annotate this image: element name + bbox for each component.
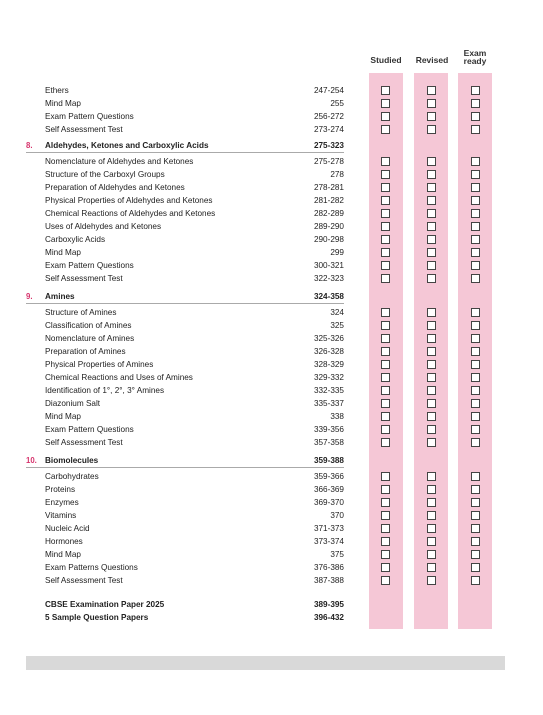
exam-ready-checkbox[interactable] [471,360,480,369]
toc-row [26,155,344,168]
exam-ready-checkbox[interactable] [471,183,480,192]
revised-checkbox[interactable] [427,576,436,585]
toc-row [26,246,344,259]
studied-checkbox[interactable] [381,86,390,95]
toc-row [26,306,344,319]
column-header-exam-ready-line1: Exam [463,48,487,58]
topic-title: Self Assessment Test [45,576,123,585]
revised-checkbox[interactable] [427,86,436,95]
toc-row [26,194,344,207]
page-range: 256-272 [313,112,344,121]
page-range: 278-281 [313,183,344,192]
exam-ready-checkbox[interactable] [471,321,480,330]
chapter-row [26,290,344,304]
chapter-title: Aldehydes, Ketones and Carboxylic Acids [45,141,209,150]
page-range: 255 [330,99,344,108]
revised-checkbox[interactable] [427,125,436,134]
exam-ready-checkbox[interactable] [471,222,480,231]
revised-checkbox[interactable] [427,170,436,179]
revised-checkbox[interactable] [427,360,436,369]
toc-row [26,84,344,97]
page-range: 273-274 [313,125,344,134]
page-range: 332-335 [313,386,344,395]
chapter-number: 10. [26,456,37,465]
topic-title: Exam Pattern Questions [45,261,134,270]
revised-checkbox[interactable] [427,537,436,546]
studied-checkbox[interactable] [381,347,390,356]
studied-checkbox[interactable] [381,209,390,218]
page-range: 324 [330,308,344,317]
studied-checkbox[interactable] [381,425,390,434]
exam-ready-checkbox[interactable] [471,235,480,244]
toc-row [26,598,344,611]
revised-checkbox[interactable] [427,386,436,395]
exam-ready-checkbox[interactable] [471,196,480,205]
toc-row [26,410,344,423]
studied-checkbox[interactable] [381,321,390,330]
studied-checkbox[interactable] [381,373,390,382]
topic-title: Exam Pattern Questions [45,112,134,121]
toc-row [26,535,344,548]
revised-checkbox[interactable] [427,274,436,283]
toc-row [26,496,344,509]
topic-title: Preparation of Aldehydes and Ketones [45,183,185,192]
page-range: 357-358 [313,438,344,447]
topic-title: Vitamins [45,511,77,520]
topic-title: Carbohydrates [45,472,99,481]
exam-ready-checkbox[interactable] [471,563,480,572]
topic-title: Ethers [45,86,69,95]
page-range: 247-254 [313,86,344,95]
exam-ready-checkbox[interactable] [471,308,480,317]
exam-ready-checkbox[interactable] [471,373,480,382]
studied-checkbox[interactable] [381,563,390,572]
studied-checkbox[interactable] [381,537,390,546]
page-range: 389-395 [313,600,344,609]
revised-checkbox[interactable] [427,308,436,317]
toc-row [26,397,344,410]
chapter-row [26,139,344,153]
exam-ready-checkbox[interactable] [471,99,480,108]
toc-row [26,220,344,233]
page-range: 335-337 [313,399,344,408]
studied-checkbox[interactable] [381,261,390,270]
topic-title: CBSE Examination Paper 2025 [45,600,165,609]
toc-row [26,522,344,535]
toc-row [26,483,344,496]
topic-title: Structure of Amines [45,308,117,317]
studied-checkbox[interactable] [381,576,390,585]
revised-checkbox[interactable] [427,157,436,166]
chapter-title: Amines [45,292,75,301]
chapter-number: 8. [26,141,33,150]
exam-ready-checkbox[interactable] [471,248,480,257]
revised-checkbox[interactable] [427,485,436,494]
page-range: 370 [330,511,344,520]
page-range: 289-290 [313,222,344,231]
topic-title: Self Assessment Test [45,274,123,283]
toc-row [26,509,344,522]
toc-row [26,168,344,181]
toc-row [26,423,344,436]
revised-checkbox[interactable] [427,209,436,218]
column-header-studied-label: Studied [370,55,402,65]
topic-title: Diazonium Salt [45,399,101,408]
toc-row [26,123,344,136]
exam-ready-checkbox[interactable] [471,511,480,520]
revised-checkbox[interactable] [427,524,436,533]
exam-ready-checkbox[interactable] [471,550,480,559]
page-range: 300-321 [313,261,344,270]
revised-checkbox[interactable] [427,412,436,421]
toc-row [26,611,344,624]
column-header-exam-ready [455,49,495,65]
studied-checkbox[interactable] [381,112,390,121]
revised-checkbox[interactable] [427,425,436,434]
topic-title: Self Assessment Test [45,438,123,447]
toc-row [26,319,344,332]
exam-ready-checkbox[interactable] [471,170,480,179]
exam-ready-checkbox[interactable] [471,412,480,421]
page-range: 322-323 [313,274,344,283]
revised-checkbox[interactable] [427,438,436,447]
column-header-revised-label: Revised [415,55,449,65]
page-range: 387-388 [313,576,344,585]
page-range: 325-326 [313,334,344,343]
page-range: 396-432 [313,613,344,622]
page-range: 366-369 [313,485,344,494]
topic-title: 5 Sample Question Papers [45,613,149,622]
topic-title: Uses of Aldehydes and Ketones [45,222,162,231]
column-header-studied [366,56,406,64]
exam-ready-checkbox[interactable] [471,347,480,356]
studied-checkbox[interactable] [381,511,390,520]
revised-checkbox[interactable] [427,550,436,559]
topic-title: Nucleic Acid [45,524,90,533]
topic-title: Nomenclature of Aldehydes and Ketones [45,157,194,166]
studied-checkbox[interactable] [381,125,390,134]
topic-title: Enzymes [45,498,79,507]
studied-checkbox[interactable] [381,386,390,395]
revised-checkbox[interactable] [427,196,436,205]
page-range: 375 [330,550,344,559]
studied-checkbox[interactable] [381,99,390,108]
page-range: 281-282 [313,196,344,205]
topic-title: Physical Properties of Aldehydes and Ketones [45,196,213,205]
exam-ready-checkbox[interactable] [471,125,480,134]
studied-checkbox[interactable] [381,485,390,494]
topic-title: Self Assessment Test [45,125,123,134]
topic-title: Structure of the Carboxyl Groups [45,170,165,179]
revised-checkbox[interactable] [427,222,436,231]
revised-checkbox[interactable] [427,235,436,244]
topic-title: Carboxylic Acids [45,235,106,244]
topic-title: Nomenclature of Amines [45,334,135,343]
toc-row [26,384,344,397]
page-range: 275-278 [313,157,344,166]
column-header-revised [412,56,452,64]
page-range: 371-373 [313,524,344,533]
exam-ready-checkbox[interactable] [471,157,480,166]
revised-checkbox[interactable] [427,183,436,192]
toc-row [26,358,344,371]
toc-row [26,345,344,358]
studied-checkbox[interactable] [381,334,390,343]
page-range: 325 [330,321,344,330]
page-range: 339-356 [313,425,344,434]
topic-title: Identification of 1°, 2°, 3° Amines [45,386,165,395]
exam-ready-checkbox[interactable] [471,274,480,283]
topic-title: Exam Patterns Questions [45,563,138,572]
toc-row [26,574,344,587]
studied-checkbox[interactable] [381,438,390,447]
page-range: 376-386 [313,563,344,572]
studied-checkbox[interactable] [381,399,390,408]
footer-bar [26,656,505,670]
page-range: 275-323 [313,141,344,150]
page-range: 329-332 [313,373,344,382]
toc-row [26,97,344,110]
revised-checkbox[interactable] [427,347,436,356]
studied-checkbox[interactable] [381,550,390,559]
toc-row [26,548,344,561]
exam-ready-checkbox[interactable] [471,576,480,585]
page-range: 278 [330,170,344,179]
revised-checkbox[interactable] [427,399,436,408]
page-range: 338 [330,412,344,421]
exam-ready-checkbox[interactable] [471,425,480,434]
chapter-row [26,454,344,468]
page-range: 359-388 [313,456,344,465]
topic-title: Mind Map [45,99,81,108]
topic-title: Mind Map [45,412,81,421]
studied-checkbox[interactable] [381,360,390,369]
studied-checkbox[interactable] [381,472,390,481]
toc-row [26,436,344,449]
topic-title: Chemical Reactions of Aldehydes and Ketones [45,209,216,218]
page-range: 359-366 [313,472,344,481]
toc-row [26,233,344,246]
studied-checkbox[interactable] [381,524,390,533]
topic-title: Mind Map [45,550,81,559]
topic-title: Mind Map [45,248,81,257]
revised-checkbox[interactable] [427,248,436,257]
exam-ready-checkbox[interactable] [471,485,480,494]
studied-checkbox[interactable] [381,170,390,179]
revised-checkbox[interactable] [427,472,436,481]
toc-row [26,470,344,483]
topic-title: Exam Pattern Questions [45,425,134,434]
exam-ready-checkbox[interactable] [471,334,480,343]
column-header-exam-ready-line2: ready [463,56,487,66]
page-range: 290-298 [313,235,344,244]
topic-title: Classification of Amines [45,321,132,330]
exam-ready-checkbox[interactable] [471,112,480,121]
topic-title: Preparation of Amines [45,347,126,356]
toc-row [26,371,344,384]
toc-row [26,561,344,574]
studied-checkbox[interactable] [381,308,390,317]
topic-title: Physical Properties of Amines [45,360,154,369]
page-range: 282-289 [313,209,344,218]
studied-checkbox[interactable] [381,183,390,192]
revised-checkbox[interactable] [427,112,436,121]
studied-checkbox[interactable] [381,248,390,257]
revised-checkbox[interactable] [427,563,436,572]
exam-ready-checkbox[interactable] [471,438,480,447]
studied-checkbox[interactable] [381,222,390,231]
revised-checkbox[interactable] [427,373,436,382]
studied-checkbox[interactable] [381,412,390,421]
page-range: 369-370 [313,498,344,507]
revised-checkbox[interactable] [427,498,436,507]
topic-title: Proteins [45,485,76,494]
page-range: 326-328 [313,347,344,356]
exam-ready-checkbox[interactable] [471,399,480,408]
toc-row [26,272,344,285]
exam-ready-checkbox[interactable] [471,209,480,218]
toc-row [26,181,344,194]
exam-ready-checkbox[interactable] [471,537,480,546]
page-range: 373-374 [313,537,344,546]
studied-checkbox[interactable] [381,498,390,507]
toc-row [26,332,344,345]
page-range: 324-358 [313,292,344,301]
revised-checkbox[interactable] [427,261,436,270]
revised-checkbox[interactable] [427,511,436,520]
revised-checkbox[interactable] [427,321,436,330]
exam-ready-checkbox[interactable] [471,524,480,533]
exam-ready-checkbox[interactable] [471,86,480,95]
toc-row [26,259,344,272]
page-range: 328-329 [313,360,344,369]
studied-checkbox[interactable] [381,157,390,166]
topic-title: Hormones [45,537,83,546]
exam-ready-checkbox[interactable] [471,498,480,507]
chapter-title: Biomolecules [45,456,99,465]
page-range: 299 [330,248,344,257]
toc-row [26,207,344,220]
revised-checkbox[interactable] [427,334,436,343]
topic-title: Chemical Reactions and Uses of Amines [45,373,193,382]
chapter-number: 9. [26,292,33,301]
studied-checkbox[interactable] [381,196,390,205]
exam-ready-checkbox[interactable] [471,261,480,270]
exam-ready-checkbox[interactable] [471,472,480,481]
studied-checkbox[interactable] [381,274,390,283]
exam-ready-checkbox[interactable] [471,386,480,395]
toc-row [26,110,344,123]
studied-checkbox[interactable] [381,235,390,244]
revised-checkbox[interactable] [427,99,436,108]
